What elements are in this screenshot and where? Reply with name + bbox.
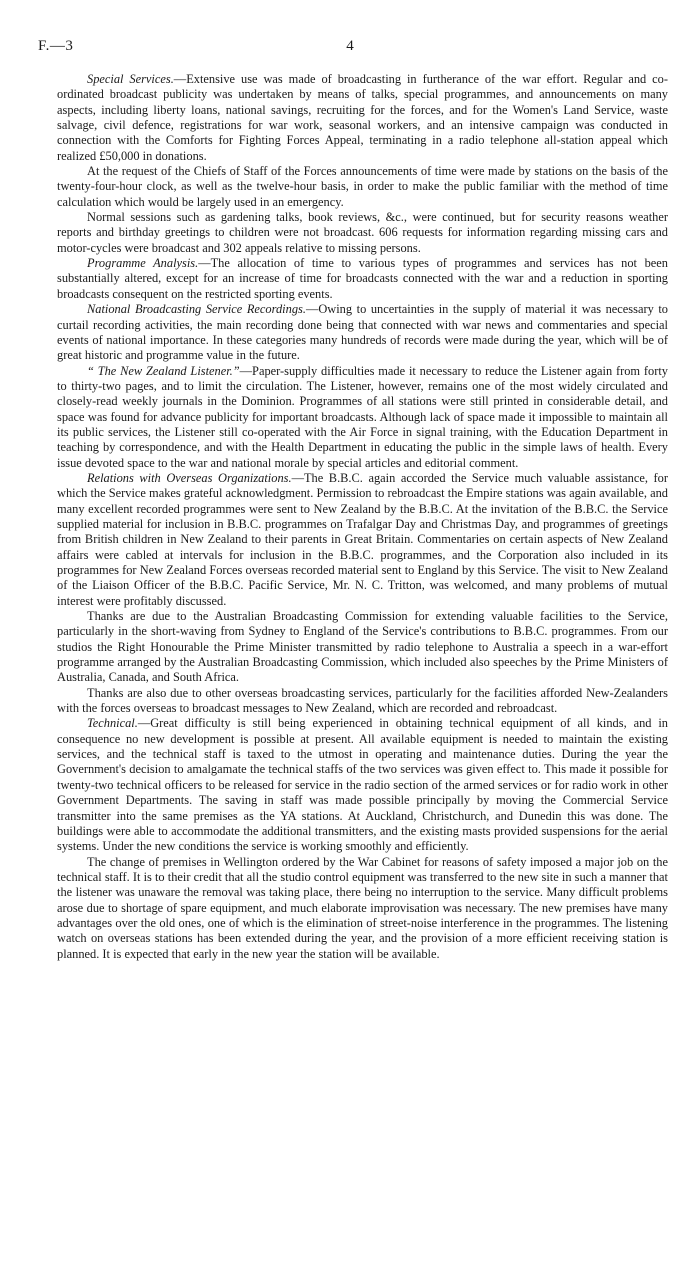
section-heading: Special Services. <box>87 72 174 86</box>
paragraph-text: —Extensive use was made of broadcasting in furtherance of the war effort. Regular and co-ordinated broadcast publicity was undertaken by means of talks, special programmes, and announcements on many aspects, including liberty loans, national savings, recruiting for the forces, and for the Women's Land Service, waste salvage, civil defence, registrations for war work, seasonal workers, and an intensive campaign was conducted in connection with the Comforts for Fighting Forces Appeal, terminating in a radio telephone all-station appeal which realized £50,000 in donations. <box>57 72 668 163</box>
paragraph-wellington-premises <box>57 855 668 962</box>
section-heading: Relations with Overseas Organizations. <box>87 470 292 485</box>
section-heading: “ The New Zealand Listener.” <box>87 363 240 378</box>
paragraph-normal-sessions <box>57 210 668 256</box>
paragraph-overseas-relations <box>57 471 668 609</box>
paragraph-listener <box>57 364 668 471</box>
page-header <box>38 38 662 62</box>
paragraph-text: Thanks are due to the Australian Broadcasting Commission for extending valuable facilities to the Service, particularly in the short-waving from Sydney to England of the Service's contributions to B.B.C. programmes. From our studios the Right Honourable the Prime Minister transmitted by radio telephone to Australia a speech in a war-effort programme arranged by the Australian Broadcasting Commission, which included also speeches by the Prime Ministers of Australia, Canada, and South Africa. <box>57 609 668 685</box>
paragraph-special-services <box>57 72 668 164</box>
paragraph-technical <box>57 716 668 854</box>
paragraph-text: —Owing to uncertainties in the supply of material it was necessary to curtail recording activities, the main recording done being that connected with war news and commentaries and special events of national importance. In these categories many hundreds of records were made during the year, which will be of great historic and programme value in the future. <box>57 302 668 363</box>
section-heading: Programme Analysis. <box>87 256 199 271</box>
section-heading: Technical. <box>87 716 138 731</box>
paragraph-text: Thanks are also due to other overseas broadcasting services, particularly for the facilities afforded New-Zealanders with the forces overseas to broadcast messages to New Zealand, which are recorded and rebroadcast. <box>57 685 668 716</box>
paragraph-text: —The B.B.C. again accorded the Service much valuable assistance, for which the Service makes grateful acknowledgment. Permission to rebroadcast the Empire stations was again available, and many excellent recorded programmes were sent to New Zealand by the B.B.C. At the invitation of the B.B.C. the Service supplied material for inclusion in B.B.C. programmes on Trafalgar Day and Christmas Day, and programmes of greetings from British children in New Zealand to their parents in Great Britain. Commentaries on certain aspects of New Zealand affairs were cabled at intervals for inclusion in the B.B.C. programmes, and the Corporation also included in its programmes for New Zealand Forces overseas recorded material sent to England by this Service. The visit to New Zealand of the Liaison Officer of the B.B.C. Pacific Service, Mr. N. C. Tritton, was welcomed, and many problems of mutual interest were profitably discussed. <box>57 470 668 608</box>
paragraph-text: —Great difficulty is still being experienced in obtaining technical equipment of all kinds, and in consequence no new development is possible at present. All available equipment is needed to maintain the existing services, and the technical staff is taxed to the utmost in operating and maintenance duties. During the year the Government's decision to amalgamate the technical staffs of the two services was given effect to. This made it possible for twenty-two technical officers to be released for service in the radio section of the armed services or for radio work in other Government Departments. The saving in staff was made possible principally by moving the Commercial Service transmitter into the same premises as the YA stations. At Auckland, Christchurch, and Dunedin this was done. The buildings were able to accommodate the additional transmitters, and the existing masts provided suspensions for the aerial systems. Under the new conditions the service is working smoothly and efficiently. <box>57 716 668 854</box>
paragraph-text: —Paper-supply difficulties made it necessary to reduce the Listener again from forty to thirty-two pages, and to limit the circulation. The Listener, however, remains one of the most widely circulated and closely-read weekly journals in the Dominion. Programmes of all stations were still printed in considerable detail, and space was found for advance publicity for important broadcasts. Although lack of space made it impossible to maintain all its public services, the Listener still co-operated with the Air Force in signal training, with the Education Department in teaching by correspondence, and with the Health Department in educating the public in the simple laws of health. Every issue devoted space to the war and national morale by special articles and editorial comment. <box>57 363 668 470</box>
paragraph-recordings <box>57 302 668 363</box>
document-reference: F.—3 <box>38 38 74 54</box>
page-number: 4 <box>346 38 354 54</box>
paragraph-overseas-thanks <box>57 686 668 717</box>
paragraph-text: The change of premises in Wellington ordered by the War Cabinet for reasons of safety imposed a major job on the technical staff. It is to their credit that all the studio control equipment was transferred to the new site in such a manner that the listener was unaware the removal was taking place, there being no interruption to the service. Many difficult problems arose due to shortage of spare equipment, and much elaborate improvisation was necessary. The new premises have many advantages over the old ones, one of which is the elimination of street-noise interference in the programmes. The listening watch on overseas stations has been extended during the year, and the provision of a more efficient receiving station is planned. It is expected that early in the new year the station will be available. <box>57 854 668 961</box>
section-heading: National Broadcasting Service Recordings. <box>87 302 306 317</box>
paragraph-programme-analysis <box>57 256 668 302</box>
paragraph-abc-thanks <box>57 609 668 686</box>
paragraph-text: At the request of the Chiefs of Staff of the Forces announcements of time were made by stations on the basis of the twenty-four-hour clock, as well as the twelve-hour basis, in order to make the public familiar with the method of time calculation which would be largely used in an emergency. <box>57 164 668 209</box>
paragraph-text: —The allocation of time to various types of programmes and services has not been substantially altered, except for an increase of time for broadcasts connected with the war and a reduction in sporting broadcasts consequent on the restricted sporting events. <box>57 256 668 301</box>
document-body <box>57 72 668 962</box>
paragraph-text: Normal sessions such as gardening talks, book reviews, &c., were continued, but for security reasons weather reports and birthday greetings to children were not broadcast. 606 requests for information regarding missing cars and motor-cycles were broadcast and 302 appeals relative to missing persons. <box>57 210 668 255</box>
paragraph-time-announcements <box>57 164 668 210</box>
